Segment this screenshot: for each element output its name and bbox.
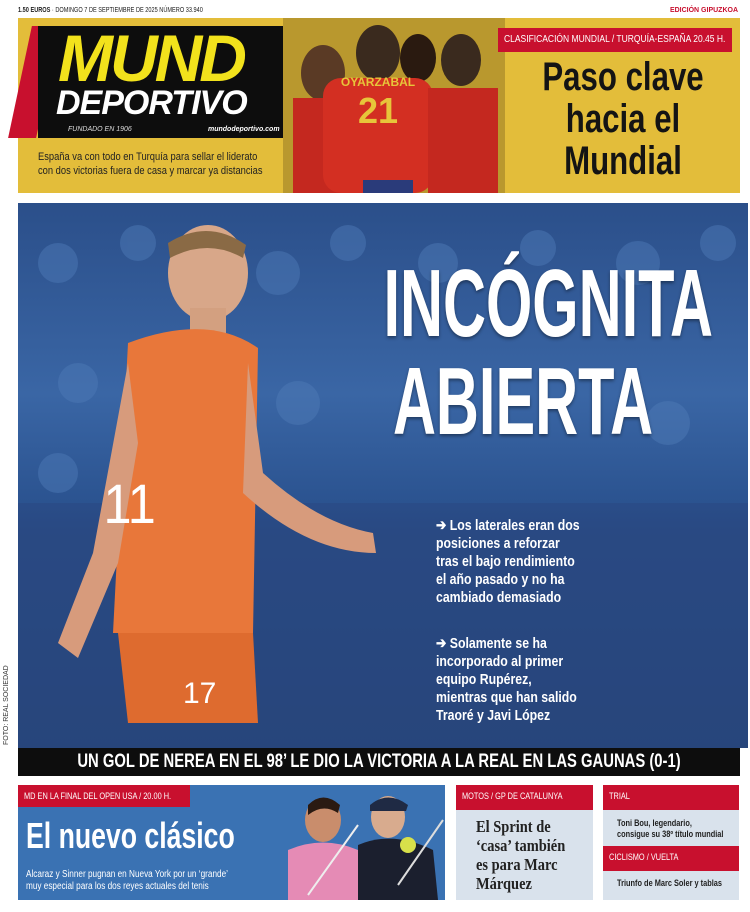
- bullet-2: ➔ Solamente se ha incorporado al primer equipo Rupérez, mientras que han salido Traoré y Javi López: [436, 635, 577, 724]
- tennis-subtitle: Alcaraz y Sinner pugnan en Nueva York por un ‘grande’ muy especial para los dos reyes actuales del tenis: [26, 869, 228, 892]
- photo-credit: FOTO: REAL SOCIEDAD: [3, 665, 10, 745]
- logo-mund: MUND: [58, 21, 244, 95]
- main-headline[interactable]: INCÓGNITA ABIERTA: [383, 250, 714, 455]
- jersey-name: OYARZABAL: [340, 75, 416, 89]
- banner-headline[interactable]: Paso clave hacia el Mundial: [542, 55, 704, 183]
- bullet-1: ➔ Los laterales eran dos posiciones a reforzar tras el bajo rendimiento el año pasado y no ha cambiado demasiado: [436, 517, 580, 606]
- trial-text: Toni Bou, legendario, consigue su 38º título mundial: [617, 818, 724, 839]
- section-label: MOTOS / GP DE CATALUNYA: [456, 785, 593, 810]
- main-story[interactable]: [18, 203, 748, 748]
- section-label: MD EN LA FINAL DEL OPEN USA / 20.00 H.: [18, 785, 190, 807]
- section-label: CLASIFICACIÓN MUNDIAL / TURQUÍA-ESPAÑA 20.45 H.: [498, 28, 732, 52]
- edition-label: EDICIÓN GIPUZKOA: [669, 7, 738, 14]
- arrow-icon: ➔: [436, 635, 450, 652]
- website-text: mundodeportivo.com: [208, 126, 280, 133]
- masthead-logo: [38, 21, 308, 138]
- tennis-headline: El nuevo clásico: [26, 815, 235, 856]
- ciclismo-label: CICLISMO / VUELTA: [603, 846, 739, 871]
- motos-headline: El Sprint de ‘casa’ también es para Marc Márquez: [476, 817, 566, 893]
- logo-deportivo: DEPORTIVO: [56, 84, 247, 122]
- arrow-icon: ➔: [436, 517, 450, 534]
- motos-story[interactable]: [456, 785, 593, 900]
- founded-text: FUNDADO EN 1906: [68, 126, 132, 133]
- trial-label: TRIAL: [603, 785, 739, 810]
- price: 1.50 EUROS: [18, 7, 51, 14]
- jersey-number: 11: [103, 473, 156, 536]
- banner-subtitle: España va con todo en Turquía para sellar el liderato con dos victorias fuera de casa y marcar ya distancias: [38, 151, 263, 177]
- shorts-number: 17: [183, 677, 217, 710]
- issue-info: [18, 7, 249, 14]
- spain-players-photo: [283, 18, 505, 193]
- date-number: · DOMINGO 7 DE SEPTIEMBRE DE 2025 NÚMERO 33.940: [50, 7, 203, 14]
- tennis-story[interactable]: [18, 785, 445, 900]
- news-strip[interactable]: [18, 748, 740, 776]
- ciclismo-text: Triunfo de Marc Soler y tablas: [617, 878, 722, 888]
- top-banner[interactable]: [18, 18, 740, 193]
- side-briefs[interactable]: [603, 785, 739, 900]
- news-strip-text: UN GOL DE NEREA EN EL 98’ LE DIO LA VICTORIA A LA REAL EN LAS GAUNAS (0-1): [77, 751, 681, 772]
- jersey-number: 21: [357, 90, 399, 131]
